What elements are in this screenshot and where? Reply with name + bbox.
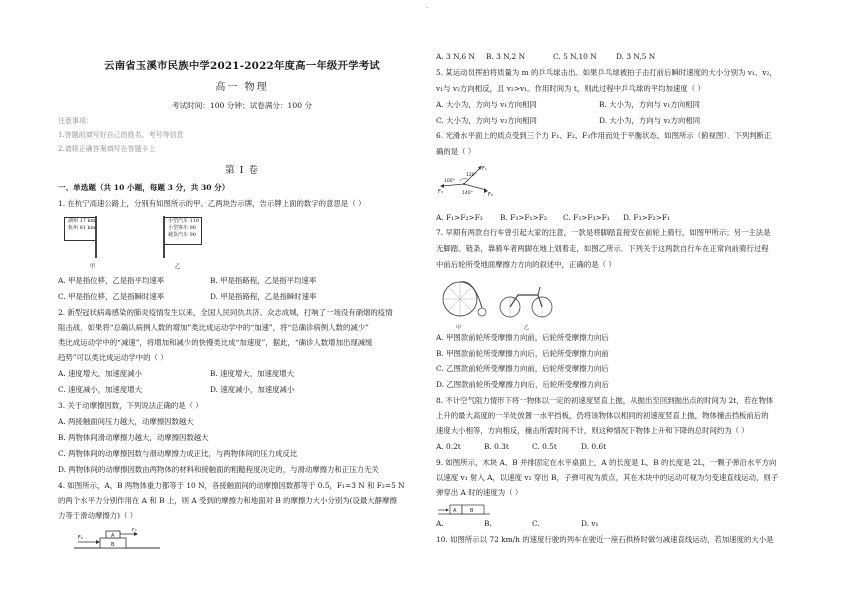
fig-label-jia: 甲 (90, 264, 96, 270)
q6-option-d: D. F₃>F₂>F₁ (623, 213, 671, 222)
notes-title: 注意事项： (58, 117, 93, 125)
q6-option-a: A. F₁>F₂>F₃ (436, 213, 483, 222)
q9-blocks-figure (438, 502, 492, 516)
q4-line: 力等于滑动摩擦力)（ ） (58, 511, 138, 520)
q7-line: 7. 早期有两款自行车曾引起大家的注意，一款是将脚踏直接安在前轮上骑行，如图甲所示；另一主法是 (436, 228, 771, 237)
part-heading: 第 I 卷 (224, 165, 260, 176)
sign-a-line: 杭州 81 km (68, 225, 96, 231)
q5-line: 5. 某运动员挥拍将质量为 m 的乒乓球击出。如果乒乓球被拍子击打前后瞬时速度的大小分别为 v₁、v₂， (436, 68, 777, 77)
q7-line: 无脚踏、链条，靠骑车者两脚在地上划着走，如图乙所示．下列关于这两款自行车在正常向前骑行过程 (436, 244, 769, 253)
q3-option-c: C. 两物体间的动摩擦因数与滑动摩擦力成正比，与两物体间的压力成反比 (58, 449, 298, 458)
q4-blocks-figure (74, 528, 164, 550)
q6-line: 6. 光滑水平面上的质点受到三个力 F₁、F₂、F₃作用而处于平衡状态，如图所示（俯视图）．下列判断正 (436, 131, 772, 140)
q5-option-d: D. 大小为，方向与 v₂方向相同 (599, 116, 701, 125)
exam-info: 考试时间：100 分钟；试卷满分：100 分 (171, 101, 313, 110)
q4-option-d: D. 3 N,5 N (616, 52, 656, 61)
sign-a (64, 217, 96, 241)
q4-label-f2: F₂ (78, 535, 83, 541)
sign-a-post (95, 216, 97, 258)
q3-option-d: D. 两物体间的动摩擦因数由两物体的材料和接触面的粗糙程度决定的，与滑动摩擦力和正压力无关 (58, 465, 379, 474)
q1-stem: 1. 在杭宁高速公路上，分别有如图所示的甲、乙两块告示牌，告示牌上面的数字的意思是（ ） (58, 199, 366, 208)
q1-option-c: C. 甲是指位移，乙是指瞬时速率 (58, 292, 165, 301)
q5-option-c: C. 大小为，方向与 v₂方向相同 (436, 116, 537, 125)
sign-b-line: 小型客车 90 (168, 225, 196, 231)
q4-line: 的两个水平力分别作用在 A 和 B 上，则 A 受到的摩擦力和地面对 B 的摩擦力大小分别为(设最大静摩擦 (58, 496, 397, 505)
note-2: 2.请将正确答案填写在答题卡上 (58, 145, 156, 153)
q1-option-a: A. 甲是指位移，乙是指平均速率 (58, 276, 165, 285)
q8-line: 8. 不计空气阻力情形下将一物体以一定的初速度竖直上抛，从抛出至回到抛出点的时间为 2t，若在物体 (436, 396, 774, 405)
q7-option-a: A. 甲图款前轮所受摩擦力向前，后轮所受摩擦力向后 (436, 333, 609, 342)
q4-label-f1: F₁ (132, 528, 137, 533)
q2-option-d: D. 速度减小，加速度减小 (210, 385, 295, 394)
q3-option-b: B. 两物体间滑动摩擦力越大，动摩擦因数越大 (58, 433, 209, 442)
q1-option-b: B. 甲是指路程，乙是指平均速率 (210, 276, 317, 285)
q6-line: 确的是（ ） (436, 147, 476, 156)
sign-b (164, 217, 202, 245)
q5-line: v₁与 v₂方向相反，且 v₂>v₁。作用时间为 t，则此过程中乒乓球的平均加速度（ ） (436, 84, 705, 93)
q4-line: 4. 如图所示，A、B 两物体重力都等于 10 N，各接触面间的动摩擦因数都等于 0.5，F₁=3 N 和 F₂=5 N (58, 481, 405, 490)
q2-option-b: B. 速度增大，加速度增大 (210, 369, 295, 378)
q9-label-b: B (470, 508, 474, 514)
q8-option-c: C. 0.5t (532, 442, 557, 451)
sign-b-post (163, 216, 165, 258)
note-1: 1.答题前填写好自己的姓名、考号等信息 (58, 131, 184, 139)
q6-angle-120: 120° (466, 173, 477, 178)
q8-option-a: A. 0.2t (436, 442, 461, 451)
q4-label-a: A (111, 533, 115, 539)
q2-line: 2. 新型冠状病毒感染的肺炎疫情发生以来，全国人民同仇共济、众志成城，打响了一场没有硝烟的疫情 (58, 308, 393, 317)
q1-figure (64, 214, 214, 270)
header-mark: · (426, 4, 429, 12)
q9-line: 弹穿出 A 时的速度为（ ） (436, 488, 523, 497)
q8-option-d: D. 0.6t (581, 442, 607, 451)
q3-stem: 3. 关于动摩擦因数，下列说法正确的是（ ） (58, 401, 203, 410)
section-heading: 一、单选题（共 10 小题，每题 3 分，共 30 分） (58, 183, 230, 192)
q7-option-c: C. 乙图款前轮所受摩擦力向前，后轮所受摩擦力向后 (436, 364, 609, 373)
q8-line: 上升的最大高度的一半处放置一水平挡板，仍将该物体以相同的初速度竖直上抛，物体撞击挡板前后的 (436, 411, 769, 420)
q9-option-b: B. (484, 519, 492, 528)
q2-option-c: C. 速度减小，加速度增大 (58, 385, 142, 394)
q5-option-a: A. 大小为，方向与 v₁方向相同 (436, 100, 537, 109)
q8-line: 速度大小相等，方向相反，撞击所需时间不计，则这种情况下物体上升和下降的总时间约为（ ） (436, 426, 749, 435)
q4-option-b: B. 3 N,2 N (486, 52, 526, 61)
q5-option-b: B. 大小为，方向与 v₁方向相同 (599, 100, 700, 109)
sign-b-line: 载货汽车 90 (168, 232, 196, 238)
q6-angle-100: 100° (444, 179, 455, 184)
q1-option-d: D. 甲是指路程，乙是指瞬时速率 (210, 292, 317, 301)
q7-option-d: D. 乙图款前轮所受摩擦力向后，后轮所受摩擦力向后 (436, 380, 609, 389)
fig-label-yi: 乙 (175, 264, 181, 270)
q9-option-c: C. (532, 519, 540, 528)
q4-label-b: B (111, 542, 115, 548)
q6-angle-140: 140° (462, 191, 473, 196)
q10-stem: 10. 如图所示以 72 km/h 的速度行驶的列车在驶近一座石拱桥时做匀减速直线运动，若加速度的大小是 (436, 535, 774, 544)
q7-label-yi: 乙 (524, 325, 530, 331)
q9-line: 以速度 v₁ 射入 A，以速度 v₂ 穿出 B，子弹可视为质点，其在木块中的运动可视为匀变速直线运动，则子 (436, 473, 779, 482)
q8-option-b: B. 0.3t (484, 442, 509, 451)
exam-subtitle: 高一 物理 (215, 82, 269, 93)
q4-option-c: C. 5 N,10 N (553, 52, 597, 61)
q2-line: 趋势”可以类比成运动学中的（ ） (58, 353, 168, 362)
q6-option-c: C. F₂>F₃>F₁ (563, 213, 610, 222)
q6-label-f3: F₃ (438, 189, 443, 195)
q6-label-f2: F₂ (488, 192, 493, 198)
q7-bicycle-figure (438, 275, 558, 331)
q7-label-jia: 甲 (456, 325, 462, 331)
q9-label-a: A (453, 508, 457, 514)
q6-force-figure (438, 162, 498, 204)
q2-line: 类比成运动学中的“减速”，将增加和减少的快慢类比成“加速度”，据此，“确诊人数增加出现减缓 (58, 338, 373, 347)
q6-option-b: B. F₃>F₁>F₂ (500, 213, 547, 222)
q7-option-b: B. 甲图款前轮所受摩擦力向后，后轮所受摩擦力向前 (436, 349, 609, 358)
q2-option-a: A. 速度增大，加速度减小 (58, 369, 142, 378)
q2-line: 阻击战．如果将“总确认病例人数的增加”类比成运动学中的“加速”，将“总确诊病例人数的减少” (58, 323, 369, 332)
q9-line: 9. 如图所示，木块 A、B 并排固定在水平桌面上，A 的长度是 L，B 的长度是 2L，一颗子弹沿水平方向 (436, 458, 777, 467)
q3-option-a: A. 两接触面间压力越大，动摩擦因数越大 (58, 417, 194, 426)
q4-option-a: A. 3 N,6 N (436, 52, 475, 61)
q7-line: 中前后轮所受地面摩擦力方向的叙述中，正确的是（ ） (436, 260, 616, 269)
q9-option-a: A. (436, 519, 444, 528)
sign-a-line: 湖州 17 km (68, 218, 96, 224)
sign-b-line: 小型汽车 110 (168, 218, 200, 224)
q9-option-d: D. v₁ (581, 519, 599, 528)
q6-label-f1: F₁ (482, 166, 487, 172)
exam-title: 云南省玉溪市民族中学2021-2022年度高一年级开学考试 (104, 60, 380, 72)
